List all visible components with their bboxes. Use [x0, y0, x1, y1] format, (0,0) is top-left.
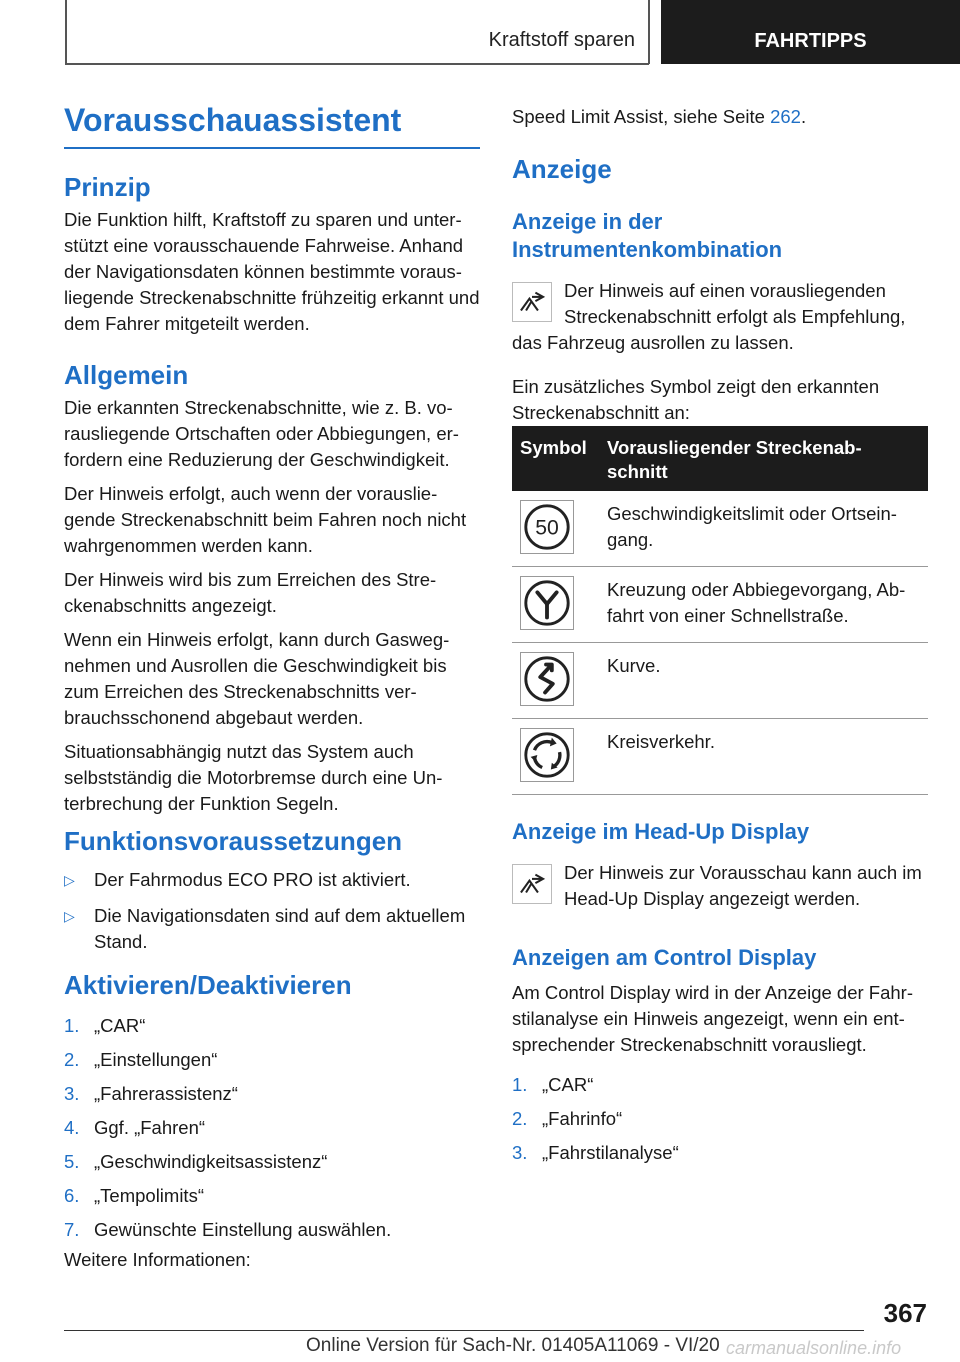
heading-voraussetzungen: Funktionsvoraussetzungen: [64, 826, 403, 856]
table-cell-text: Kurve.: [607, 655, 661, 676]
heading-instrumentenkombination: Anzeige in der Instrumentenkombination: [512, 209, 783, 262]
text-allgemein-1: Die erkannten Streckenabschnitte, wie z. B. vo-rausliegende Ortschaften oder Abbiegungen, er-fordern eine Reduzierung der Geschwindigkeit.: [64, 397, 459, 470]
heading-allgemein: Allgemein: [64, 360, 189, 390]
speed-limit-50-icon: [520, 500, 574, 554]
text-control-display: Am Control Display wird in der Anzeige der Fahr-stilanalyse ein Hinweis angezeigt, wenn ein ent-sprechender Streckenabschnitt vorausliegt.: [512, 982, 913, 1055]
table-row: [512, 567, 928, 643]
text-instrument-indent: Der Hinweis auf einen vorausliegenden Streckenabschnitt erfolgt als Empfehlung,: [564, 280, 906, 327]
symbol-table: [512, 426, 928, 795]
step-item: 6. „Tempolimits“: [64, 1185, 204, 1206]
section-aktivieren: [64, 970, 480, 1273]
section-control-display: [512, 944, 928, 1174]
list-item: ▷ Der Fahrmodus ECO PRO ist aktiviert.: [64, 867, 480, 893]
table-row: [512, 719, 928, 795]
svg-text:50: 50: [535, 516, 559, 540]
table-cell-text: Kreuzung oder Abbiegevorgang, Ab-fahrt von einer Schnellstraße.: [607, 579, 906, 626]
table-row: [512, 491, 928, 567]
list-item: ▷ Die Navigationsdaten sind auf dem aktuellem Stand.: [64, 905, 466, 952]
header-section-title: Kraftstoff sparen: [488, 29, 635, 51]
table-header: [512, 426, 928, 491]
junction-icon: [520, 576, 574, 630]
table-row: [512, 643, 928, 719]
table-cell-text: Geschwindigkeitslimit oder Ortsein-gang.: [607, 503, 897, 550]
page-number: 367: [883, 1298, 927, 1328]
heading-prinzip: Prinzip: [64, 172, 151, 202]
triangle-bullet-icon: ▷: [64, 872, 75, 888]
step-item: 1. „CAR“: [64, 1015, 146, 1036]
section-allgemein: [64, 360, 480, 817]
text-allgemein-2: Der Hinweis erfolgt, auch wenn der vorauslie-gende Streckenabschnitt beim Fahren noch nicht wahrgenommen werden kann.: [64, 483, 467, 556]
section-prinzip: [64, 172, 480, 337]
step-item: 1. „CAR“: [512, 1074, 594, 1095]
heading-aktivieren: Aktivieren/Deaktivieren: [64, 970, 352, 1000]
step-item: 4. Ggf. „Fahren“: [64, 1117, 206, 1138]
roundabout-icon: [520, 728, 574, 782]
header-frame-bottom: [65, 63, 649, 65]
step-item: 7. Gewünschte Einstellung auswählen.: [64, 1219, 392, 1240]
text-prinzip: Die Funktion hilft, Kraftstoff zu sparen und unter-stützt eine vorausschauende Fahrweise. Anhand der Navigationsdaten können bestimmte voraus-liegende Streckenabschnitte frühzeitig erkannt und dem Fahrer mitgeteilt werden.: [64, 209, 480, 334]
step-item: 2. „Einstellungen“: [64, 1049, 218, 1070]
step-item: 2. „Fahrinfo“: [512, 1108, 623, 1129]
table-header-section: Vorausliegender Streckenab-schnitt: [607, 437, 862, 482]
header-frame-left: [65, 0, 67, 64]
triangle-bullet-icon: ▷: [64, 908, 75, 924]
list-voraussetzungen: [64, 867, 480, 955]
page-title: Vorausschauassistent: [64, 102, 480, 149]
step-item: 3. „Fahrstilanalyse“: [512, 1142, 679, 1163]
section-instrumentenkombination: [512, 208, 928, 426]
watermark: carmanualsonline.info: [726, 1338, 902, 1358]
curve-icon: [520, 652, 574, 706]
header-frame-separator: [648, 0, 650, 64]
preview-assistant-icon: [512, 864, 552, 904]
preview-assistant-icon: [512, 282, 552, 322]
header-chapter-tab[interactable]: FAHRTIPPS: [661, 0, 960, 64]
text-weitere-informationen: Weitere Informationen:: [64, 1249, 251, 1270]
section-voraussetzungen: [64, 826, 480, 955]
steps-aktivieren: [64, 1013, 480, 1243]
page-link-262[interactable]: 262: [770, 106, 801, 127]
text-head-up-display: Der Hinweis zur Vorausschau kann auch im Head-Up Display angezeigt werden.: [564, 862, 922, 909]
heading-control-display: Anzeigen am Control Display: [512, 945, 817, 970]
section-head-up-display: [512, 818, 928, 912]
heading-head-up-display: Anzeige im Head-Up Display: [512, 819, 810, 844]
step-item: 3. „Fahrerassistenz“: [64, 1083, 238, 1104]
text-allgemein-5: Situationsabhängig nutzt das System auch selbstständig die Motorbremse durch eine Un-terbrechung der Funktion Segeln.: [64, 741, 443, 814]
footer-rule: [64, 1330, 864, 1331]
text-allgemein-4: Wenn ein Hinweis erfolgt, kann durch Gasweg-nehmen und Ausrollen die Geschwindigkeit bis zum Erreichen des Streckenabschnitts ver-brauchsschonend abgebaut werden.: [64, 629, 450, 728]
footer-online-version: Online Version für Sach-Nr. 01405A11069 - VI/20: [306, 1335, 720, 1356]
text-allgemein-3: Der Hinweis wird bis zum Erreichen des Stre-ckenabschnitts angezeigt.: [64, 569, 437, 616]
step-item: 5. „Geschwindigkeitsassistenz“: [64, 1151, 328, 1172]
speed-limit-reference: Speed Limit Assist, siehe Seite 262.: [512, 106, 807, 127]
text-instrument-rest: das Fahrzeug ausrollen zu lassen.: [512, 332, 794, 353]
steps-control-display: [512, 1072, 928, 1166]
heading-anzeige: Anzeige: [512, 154, 612, 184]
table-header-symbol: Symbol: [520, 437, 587, 458]
table-cell-text: Kreisverkehr.: [607, 731, 715, 752]
text-symbol-intro: Ein zusätzliches Symbol zeigt den erkannten Streckenabschnitt an:: [512, 376, 880, 423]
